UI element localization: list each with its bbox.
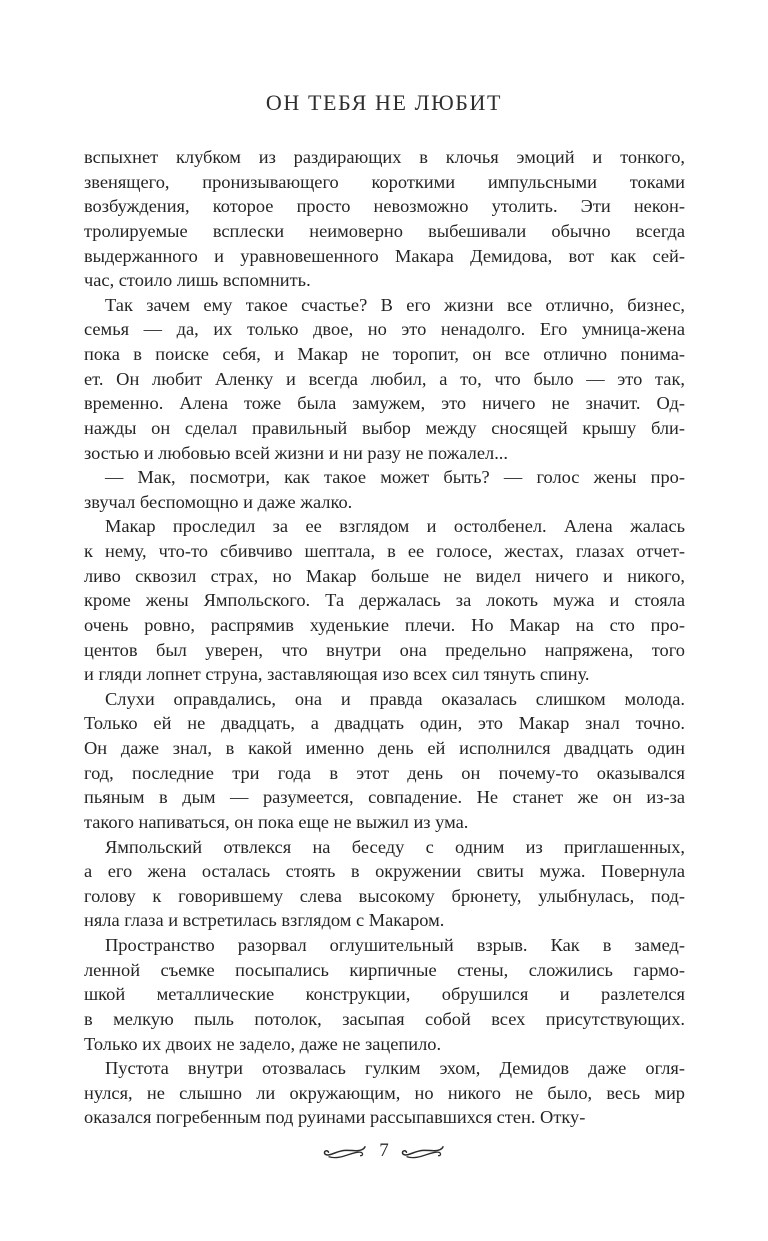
text-line: — Мак, посмотри, как такое может быть? — голос жены про- [105, 467, 685, 488]
text-line: час, стоило лишь вспомнить. [84, 270, 311, 291]
swash-ornament-left-icon [323, 1143, 367, 1160]
text-line: такого напиваться, он пока еще не выжил из ума. [84, 811, 469, 832]
text-line: ливо сквозил страх, но Макар больше не видел ничего и никого, [84, 565, 685, 586]
text-line: к нему, что-то сбивчиво шептала, в ее голосе, жестах, глазах отчет- [84, 541, 685, 561]
text-line: пьяным в дым — разумеется, совпадение. Не станет же он из-за [84, 787, 685, 808]
paragraph [84, 514, 685, 686]
text-line: Пустота внутри отозвалась гулким эхом, Демидов даже огля- [105, 1058, 685, 1079]
text-line: вспыхнет клубком из раздирающих в клочья эмоций и тонкого, [84, 147, 685, 167]
text-line: центов был уверен, что внутри она предельно напряжена, того [84, 639, 685, 660]
text-line: Пространство разорвал оглушительный взрыв. Как в замед- [105, 935, 685, 955]
text-line: год, последние три года в этот день он почему-то оказывался [84, 762, 685, 783]
text-line: временно. Алена тоже была замужем, это ничего не значит. Од- [84, 393, 685, 414]
text-line: няла глаза и встретилась взглядом с Макаром. [84, 910, 445, 931]
body-text [84, 145, 685, 1130]
text-line: голову к говорившему слева высокому брюнету, улыбнулась, под- [84, 885, 685, 906]
text-line: Он даже знал, в какой именно день ей исполнился двадцать один [84, 738, 685, 758]
text-line: Ямпольский отвлекся на беседу с одним из приглашенных, [105, 836, 685, 857]
text-line: Только их двоих не задело, даже не зацепило. [84, 1033, 442, 1054]
paragraph [84, 465, 685, 514]
text-line: звенящего, пронизывающего короткими импульсными токами [84, 171, 685, 192]
text-line: Макар проследил за ее взглядом и остолбенел. Алена жалась [105, 516, 685, 537]
text-line: Только ей не двадцать, а двадцать один, это Макар знал точно. [84, 713, 685, 734]
text-line: очень ровно, распрямив худенькие плечи. Но Макар на сто про- [84, 614, 685, 635]
text-line: в мелкую пыль потолок, засыпая собой всех присутствующих. [84, 1008, 685, 1029]
text-line: тролируемые всплески неимоверно выбешивали обычно всегда [84, 220, 685, 241]
text-line: кроме жены Ямпольского. Та держалась за локоть мужа и стояла [84, 590, 685, 611]
paragraph [84, 835, 685, 934]
paragraph [84, 687, 685, 835]
text-line: нажды он сделал правильный выбор между сносящей крышу бли- [84, 417, 685, 438]
paragraph [84, 933, 685, 1056]
text-line: возбуждения, которое просто невозможно утолить. Эти некон- [84, 196, 685, 217]
page-footer [0, 1134, 768, 1168]
text-line: нулся, не слышно ли окружающим, но никого не было, весь мир [84, 1082, 685, 1103]
text-line: Слухи оправдались, она и правда оказалась слишком молода. [105, 688, 685, 709]
text-line: Так зачем ему такое счастье? В его жизни все отлично, бизнес, [105, 294, 685, 315]
text-line: выдержанного и уравновешенного Макара Демидова, вот как сей- [84, 245, 685, 266]
text-line: и гляди лопнет струна, заставляющая изо всех сил тянуть спину. [84, 664, 590, 685]
text-line: шкой металлические конструкции, обрушился и разлетелся [84, 984, 685, 1005]
page-number: 7 [379, 1139, 389, 1161]
swash-ornament-right-icon [401, 1143, 445, 1160]
paragraph [84, 145, 685, 293]
chapter-title: ОН ТЕБЯ НЕ ЛЮБИТ [265, 90, 503, 115]
text-line: ленной съемке посыпались кирпичные стены, сложились гармо- [84, 959, 685, 980]
text-line: зостью и любовью всей жизни и ни разу не пожалел... [84, 442, 508, 463]
text-line: а его жена осталась стоять в окружении свиты мужа. Повернула [84, 861, 685, 882]
text-line: ет. Он любит Аленку и всегда любил, а то, что было — это так, [84, 368, 685, 389]
text-line: пока в поиске себя, и Макар не торопит, он все отлично понима- [84, 344, 685, 364]
text-line: оказался погребенным под руинами рассыпавшихся стен. Отку- [84, 1107, 586, 1128]
paragraph [84, 1056, 685, 1130]
paragraph [84, 293, 685, 465]
text-line: звучал беспомощно и даже жалко. [84, 491, 353, 512]
text-line: семья — да, их только двое, но это ненадолго. Его умница-жена [84, 319, 685, 340]
